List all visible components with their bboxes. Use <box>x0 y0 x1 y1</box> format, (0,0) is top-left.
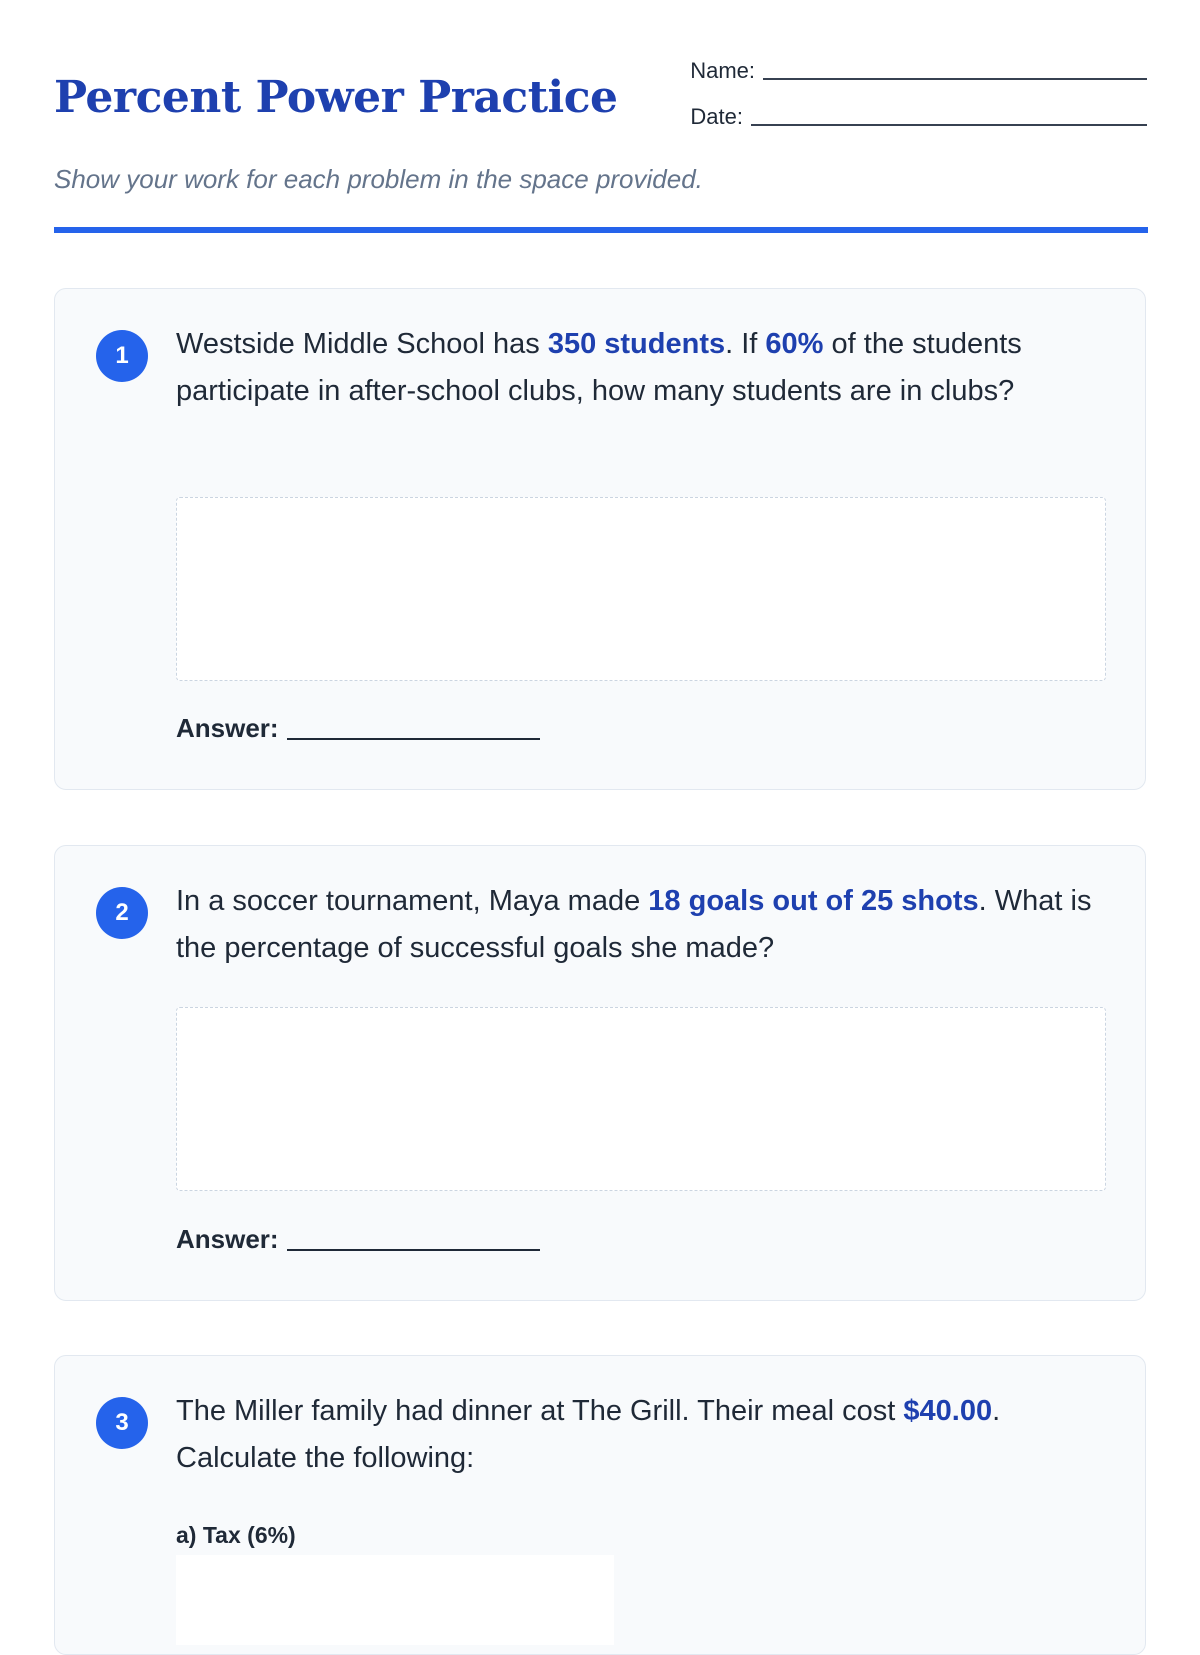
name-row <box>687 56 1147 84</box>
problem-question <box>176 1388 1106 1482</box>
worksheet-title: Percent Power Practice <box>54 72 618 123</box>
name-field[interactable] <box>763 58 1147 80</box>
name-label: Name: <box>690 58 755 83</box>
question-text: of the students participate in after-school clubs, how many students are in clubs? <box>176 328 1022 407</box>
problem-card-1 <box>54 288 1146 790</box>
date-field[interactable] <box>751 104 1147 126</box>
problem-card-3 <box>54 1355 1146 1655</box>
highlighted-value: 60% <box>765 328 824 360</box>
problem-number-badge: 1 <box>96 330 148 382</box>
question-text: . Calculate the following: <box>176 1395 1001 1474</box>
date-row <box>687 102 1147 130</box>
student-info <box>687 56 1147 130</box>
sub-question-work-space[interactable] <box>176 1555 614 1645</box>
answer-row <box>176 1224 540 1255</box>
question-text: Westside Middle School has <box>176 328 548 360</box>
highlighted-value: 350 students <box>547 328 726 360</box>
instructions: Show your work for each problem in the space provided. <box>54 164 703 194</box>
answer-label: Answer: <box>176 713 279 743</box>
answer-field[interactable] <box>287 1229 540 1251</box>
work-space[interactable] <box>176 1007 1106 1191</box>
question-text: In a soccer tournament, Maya made <box>176 885 649 917</box>
problem-question <box>176 321 1106 415</box>
question-text: . What is the percentage of successful goals she made? <box>176 885 1092 964</box>
work-space[interactable] <box>176 497 1106 681</box>
problem-card-2 <box>54 845 1146 1301</box>
question-text: . If <box>725 328 766 360</box>
problem-question <box>176 878 1106 972</box>
problem-number-badge: 2 <box>96 887 148 939</box>
date-label: Date: <box>690 104 743 129</box>
answer-row <box>176 713 540 744</box>
question-text: The Miller family had dinner at The Grill. Their meal cost <box>176 1395 904 1427</box>
sub-question-label: a) Tax (6%) <box>176 1522 296 1548</box>
highlighted-value: 18 goals out of 25 shots <box>648 885 979 917</box>
answer-field[interactable] <box>287 718 540 740</box>
answer-label: Answer: <box>176 1224 279 1254</box>
header-divider <box>54 227 1148 233</box>
highlighted-value: $40.00 <box>903 1395 993 1427</box>
problem-number-badge: 3 <box>96 1397 148 1449</box>
